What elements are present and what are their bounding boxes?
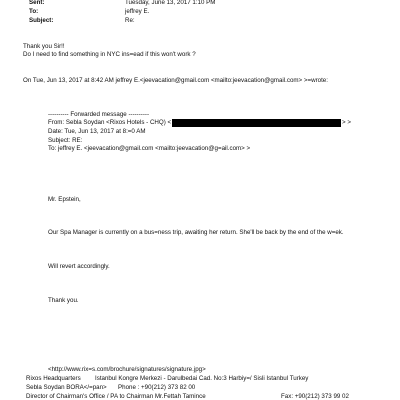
forward-divider: ---------- Forwarded message ---------- <box>48 111 150 118</box>
reply-line-1: Thank you Sir!! <box>23 43 65 50</box>
reply-line-2: Do I need to find something in NYC ins=ead if this won't work ? <box>23 51 196 58</box>
subject-label: Subject: <box>29 17 54 24</box>
forward-date: Date: Tue, Jun 13, 2017 at 8:=0 AM <box>48 128 146 135</box>
redaction-bar <box>172 119 341 127</box>
forward-from-tail: > > <box>342 119 351 126</box>
body-paragraph-1: Our Spa Manager is currently on a bus=ness trip, awaiting her return. She'll be back by the end of the w=ek. <box>48 229 344 236</box>
forward-subject: Subject: RE: <box>48 137 83 144</box>
body-paragraph-2: Will revert accordingly. <box>48 263 110 270</box>
signature-fax: Fax: +90(212) 373 99 02 <box>281 393 349 400</box>
signature-hq-address: Istanbul Kongre Merkezi - Darulbedai Cad. No:3 Harbiy=/ Sisli Istanbul Turkey <box>95 375 309 382</box>
forward-to: To: jeffrey E. <jeevacation@gmail.com <mailto:jeevacation@g=ail.com> > <box>48 145 251 152</box>
closing: Thank you. <box>48 297 79 304</box>
subject-value: Re: <box>125 17 135 24</box>
sent-label: Sent: <box>29 0 45 6</box>
quote-intro: On Tue, Jun 13, 2017 at 8:42 AM jeffrey E.<jeevacation@gmail.com <mailto:jeevacation@gmail.com> >=wrote: <box>23 77 328 84</box>
to-label: To: <box>29 8 39 15</box>
to-value: jeffrey E. <box>125 8 150 15</box>
signature-image-link: <http://www.rix=s.com/brochure/signatures/signature.jpg> <box>48 366 206 373</box>
sent-value: Tuesday, June 13, 2017 1:10 PM <box>125 0 216 6</box>
greeting: Mr. Epstein, <box>48 196 81 203</box>
signature-hq-label: Rixos Headquarters <box>26 375 81 382</box>
forward-from: From: Sebla Soydan <Rixos Hotels - CHQ) < <box>48 119 172 126</box>
signature-name: Sebla Soydan BORA</=pan> <box>26 384 107 391</box>
signature-title: Director of Chairman's Office / PA to Chairman Mr.Fettah Tamince <box>26 393 206 400</box>
signature-phone: Phone : +90(212) 373 82 00 <box>118 384 196 391</box>
